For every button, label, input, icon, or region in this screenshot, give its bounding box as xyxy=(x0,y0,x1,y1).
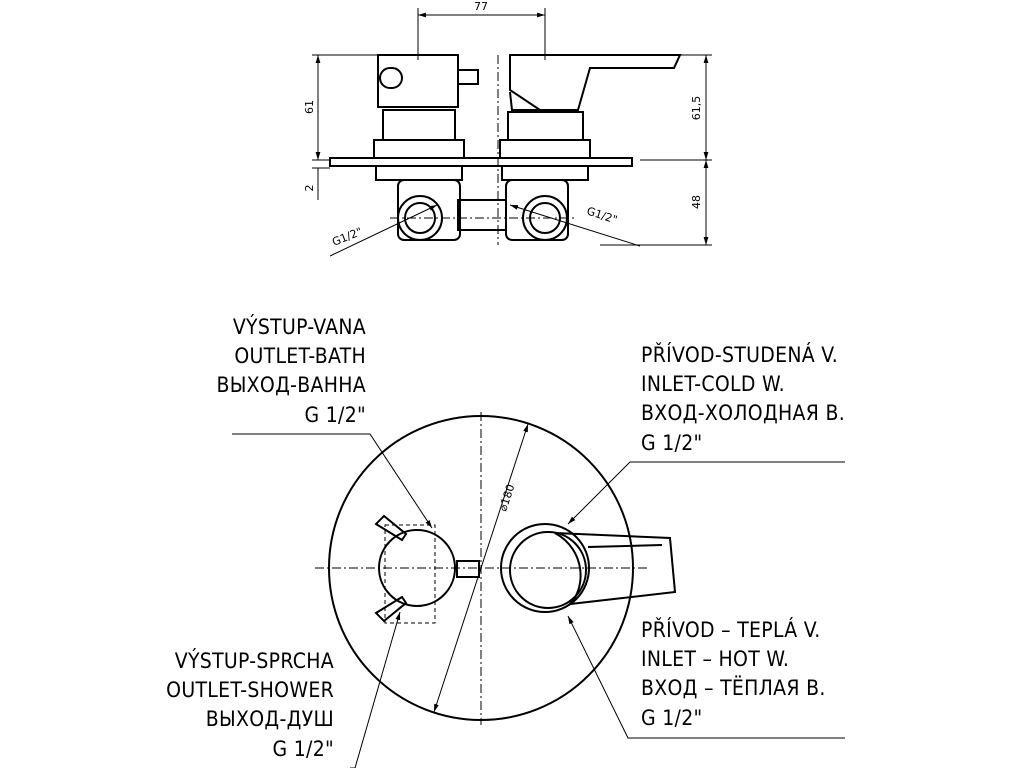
outlet-shower-ru: ВЫХОД-ДУШ xyxy=(205,707,334,731)
inlet-hot-en: INLET – HOT W. xyxy=(641,647,790,671)
outlet-shower-cz: VÝSTUP-SPRCHA xyxy=(174,649,334,673)
label-outlet-shower xyxy=(166,648,334,761)
inlet-hot-thread: G 1/2" xyxy=(641,706,703,730)
dimension-48-label: 48 xyxy=(690,195,703,209)
side-view xyxy=(303,0,712,256)
cross-handle xyxy=(376,516,479,623)
inlet-cold-ru: ВХОД-ХОЛОДНАЯ В. xyxy=(641,401,846,425)
inlet-hot-ru: ВХОД – ТЁПЛАЯ В. xyxy=(641,676,826,700)
dimension-left xyxy=(303,55,385,200)
dimension-61-5-label: 61,5 xyxy=(690,95,703,121)
wall-plate xyxy=(330,158,632,166)
dimension-77-label: 77 xyxy=(474,0,488,13)
label-inlet-hot xyxy=(641,617,826,730)
inlet-cold-cz: PŘÍVOD-STUDENÁ V. xyxy=(641,343,839,367)
front-view xyxy=(166,314,845,768)
dimension-61-label: 61 xyxy=(303,100,316,114)
inlet-hot-cz: PŘÍVOD – TEPLÁ V. xyxy=(641,618,821,642)
diameter-label: ⌀180 xyxy=(496,482,518,513)
dimension-2-label: 2 xyxy=(303,184,316,192)
outlet-bath-thread: G 1/2" xyxy=(304,403,366,427)
outlet-shower-en: OUTLET-SHOWER xyxy=(166,678,334,702)
label-inlet-cold xyxy=(641,342,845,455)
right-lever xyxy=(500,55,680,180)
inlet-cold-thread: G 1/2" xyxy=(641,431,703,455)
outlet-bath-en: OUTLET-BATH xyxy=(234,344,366,368)
inlet-cold-en: INLET-COLD W. xyxy=(641,372,785,396)
outlet-bath-ru: ВЫХОД-ВАННА xyxy=(216,373,366,397)
valve-body xyxy=(390,180,575,240)
thread-right-label: G1/2" xyxy=(585,204,619,227)
dimension-top-width xyxy=(418,0,545,60)
label-outlet-bath xyxy=(216,314,366,427)
thread-left-label: G1/2" xyxy=(330,225,365,249)
left-knob xyxy=(374,55,478,180)
outlet-shower-thread: G 1/2" xyxy=(272,737,334,761)
outlet-bath-cz: VÝSTUP-VANA xyxy=(232,315,366,339)
